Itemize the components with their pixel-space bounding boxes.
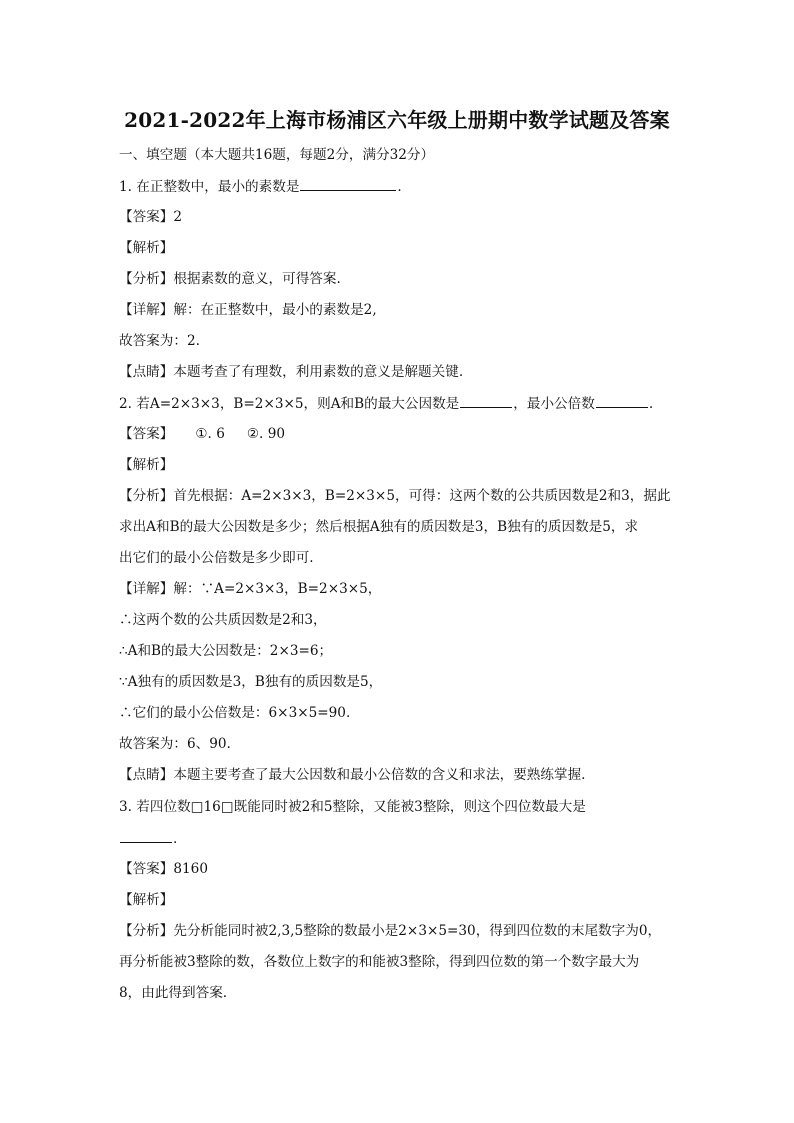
q2-fenxi-1: 【分析】首先根据：A=2×3×3，B=2×3×5，可得：这两个数的公共质因数是2和3，据此 [119, 488, 671, 504]
q2-xiangjie-3: ∴A和B的最大公因数是：2×3=6； [119, 643, 333, 659]
q2-xiangjie-1: 【详解】解：∵A=2×3×3，B=2×3×5， [119, 581, 382, 597]
q3-answer-blank [120, 828, 172, 843]
q3-analysis-label: 【解析】 [119, 892, 174, 908]
q3-stem-end: . [173, 831, 178, 847]
q2-analysis-label: 【解析】 [119, 457, 174, 473]
section-heading: 一、填空题（本大题共16题，每题2分，满分32分） [119, 147, 435, 163]
q3-fenxi-1: 【分析】先分析能同时被2,3,5整除的数最小是2×3×5=30，得到四位数的末尾数字为0， [119, 923, 662, 939]
q3-stem: 3. 若四位数□16□既能同时被2和5整除，又能被3整除，则这个四位数最大是 [119, 799, 586, 815]
q2-fenxi-3: 出它们的最小公倍数是多少即可. [119, 550, 314, 566]
q1-answer: 【答案】2 [119, 209, 183, 225]
q2-conclusion: 故答案为：6、90. [119, 736, 231, 752]
q2-fenxi-2: 求出A和B的最大公因数是多少；然后根据A独有的质因数是3，B独有的质因数是5，求 [119, 519, 639, 535]
q1-fenxi: 【分析】根据素数的意义，可得答案. [119, 271, 341, 287]
q2-dianjing: 【点睛】本题主要考查了最大公因数和最小公倍数的含义和求法，要熟练掌握. [119, 767, 586, 783]
q1-xiangjie: 【详解】解：在正整数中，最小的素数是2, [119, 302, 377, 318]
q2-stem-text-b: ，最小公倍数 [513, 396, 595, 412]
q2-xiangjie-4: ∵A独有的质因数是3，B独有的质因数是5， [119, 674, 383, 690]
q2-answer-2: ②. 90 [246, 426, 285, 442]
q2-xiangjie-2: ∴这两个数的公共质因数是2和3， [119, 612, 327, 628]
q1-answer-blank [300, 176, 396, 191]
q2-stem [119, 393, 653, 414]
q2-xiangjie-5: ∴它们的最小公倍数是：6×3×5=90. [119, 705, 351, 721]
q3-fenxi-2: 再分析能被3整除的数，各数位上数字的和能被3整除，得到四位数的第一个数字最大为 [119, 954, 640, 970]
q2-stem-text-a: 2. 若A=2×3×3，B=2×3×5，则A和B的最大公因数是 [119, 396, 460, 412]
q2-answer-1: ①. 6 [195, 426, 225, 442]
q3-answer: 【答案】8160 [119, 861, 208, 877]
q1-dianjing: 【点睛】本题考查了有理数，利用素数的意义是解题关键. [119, 364, 464, 380]
q2-blank-lcm [596, 393, 648, 408]
q3-fenxi-3: 8，由此得到答案. [119, 985, 228, 1001]
q1-conclusion: 故答案为：2. [119, 333, 200, 349]
q2-answer [119, 424, 285, 444]
q2-blank-gcd [460, 393, 512, 408]
q1-analysis-label: 【解析】 [119, 240, 174, 256]
q1-stem-text: 1. 在正整数中，最小的素数是 [119, 179, 300, 195]
q1-stem-end: . [397, 179, 402, 195]
q1-stem [119, 176, 402, 197]
q3-stem-blank-line [119, 828, 177, 849]
document-title: 2021-2022年上海市杨浦区六年级上册期中数学试题及答案 [124, 108, 670, 132]
q2-stem-end: . [648, 396, 654, 412]
q2-answer-label: 【答案】 [119, 426, 174, 442]
